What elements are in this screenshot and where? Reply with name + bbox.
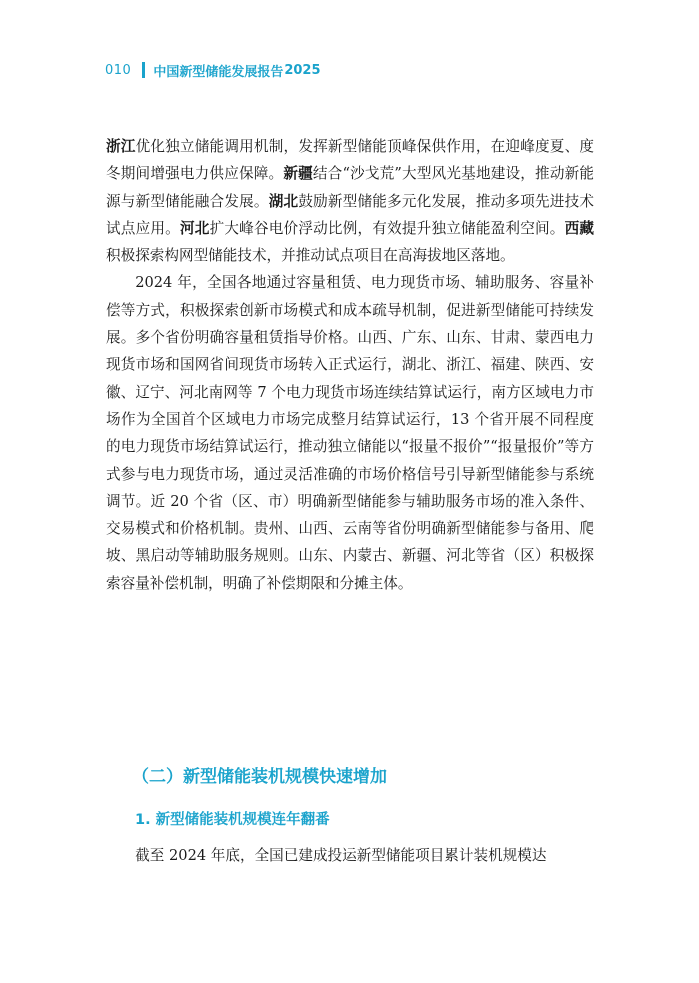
text-segment: 结合“沙戈荒”大型风光基地建设，推动新能源与新型储能融合发展。 xyxy=(106,165,594,210)
body-text-block xyxy=(106,133,594,597)
text-segment: 优化独立储能调用机制，发挥新型储能顶峰保供作用，在迎峰度夏、度冬期间增强电力供应保障。 xyxy=(106,138,594,183)
province-hebei: 河北 xyxy=(179,219,210,237)
province-xinjiang: 新疆 xyxy=(283,165,313,183)
text-segment: 扩大峰谷电价浮动比例，有效提升独立储能盈利空间。 xyxy=(209,219,565,237)
report-title: 中国新型储能发展报告 xyxy=(153,64,284,80)
province-hubei: 湖北 xyxy=(268,192,299,210)
header-divider xyxy=(142,62,145,78)
paragraph-market-mechanisms: 2024 年，全国各地通过容量租赁、电力现货市场、辅助服务、容量补偿等方式，积极探索创新市场模式和成本疏导机制，促进新型储能可持续发展。多个省份明确容量租赁指导价格。山西、广东、山东、甘肃、蒙西电力现货市场和国网省间现货市场转入正式运行，湖北、浙江、福建、陕西、安徽、辽宁、河北南网等 7 个电力现货市场连续结算试运行，南方区域电力市场作为全国首个区域电力市场完成整月结算试运行，13 个省开展不同程度的电力现货市场结算试运行，推动独立储能以“报量不报价”“报量报价”等方式参与电力现货市场，通过灵活准确的市场价格信号引导新型储能参与系统调节。近 20 个省（区、市）明确新型储能参与辅助服务市场的准入条件、交易模式和价格机制。贵州、山西、云南等省份明确新型储能参与备用、爬坡、黑启动等辅助服务规则。山东、内蒙古、新疆、河北等省（区）积极探索容量补偿机制，明确了补偿期限和分摊主体。 xyxy=(106,274,594,592)
paragraph-installed-capacity: 截至 2024 年底，全国已建成投运新型储能项目累计装机规模达 xyxy=(135,847,547,864)
province-zhejiang: 浙江 xyxy=(106,138,136,155)
province-xizang: 西藏 xyxy=(564,219,594,237)
text-segment: 积极探索构网型储能技术，并推动试点项目在高海拔地区落地。 xyxy=(106,247,515,265)
page-header xyxy=(105,60,321,80)
subsection-heading: 1. 新型储能装机规模连年翻番 xyxy=(135,812,330,828)
report-year: 2025 xyxy=(284,62,321,78)
section-heading: （二）新型储能装机规模快速增加 xyxy=(132,767,387,787)
paragraph-provinces xyxy=(106,133,594,269)
text-segment: 鼓励新型储能多元化发展，推动多项先进技术试点应用。 xyxy=(106,192,594,237)
page-number: 010 xyxy=(105,62,132,78)
